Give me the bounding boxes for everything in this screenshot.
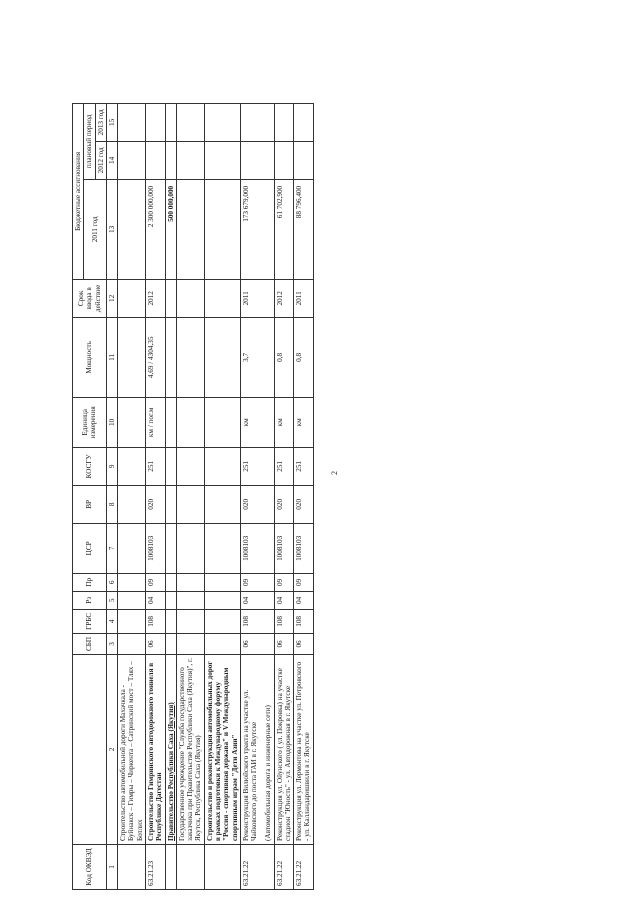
row-title: Строительство и реконструкция автомобильных дорог в рамках подготовки к Международному форуму "Россия - спортивная держава" и V Международным спортивным играм "Дети Азии": [205, 661, 239, 841]
cell-vr: 020: [240, 485, 274, 523]
table-row: [165, 103, 176, 889]
cell-b2013: [176, 103, 204, 141]
column-number: 9: [106, 447, 117, 485]
cell-b2012: [165, 141, 176, 179]
cell-kosgu: 251: [145, 447, 165, 485]
row-title: Строительство Гимринского автодорожного тоннеля в Республике Дагестан: [146, 662, 164, 841]
cell-vr: [165, 485, 176, 523]
row-title: Государственное учреждение "Служба государственного заказчика при Правительстве Республики Саха (Якутия)", г. Якутск, Республика Саха (Якутия): [177, 658, 203, 841]
cell-kosgu: [176, 447, 204, 485]
header-kod: Код ОКВЭД: [73, 845, 107, 890]
row-title: Реконструкция ул. Лермонтова на участке ул. Петровского - ул. Калландаришвили в г. Якутске: [295, 661, 312, 841]
cell-code: 63.21.23: [145, 845, 165, 890]
cell-title: [145, 655, 165, 845]
cell-vr: 020: [274, 485, 294, 523]
cell-csr: [118, 523, 146, 573]
column-number: 8: [106, 485, 117, 523]
row-title: Правительство Республики Саха (Якутия): [166, 702, 175, 841]
cell-grbs: [118, 609, 146, 633]
cell-pr: [204, 573, 240, 591]
cell-grbs: 108: [145, 609, 165, 633]
header-2011: 2011 год: [84, 179, 107, 279]
cell-rz: 04: [240, 591, 274, 609]
cell-unit: [118, 397, 146, 447]
column-number: 4: [106, 609, 117, 633]
table-row: [204, 103, 240, 889]
budget-table: [72, 103, 314, 890]
cell-title: [204, 655, 240, 845]
cell-title: [176, 655, 204, 845]
cell-grbs: 108: [274, 609, 294, 633]
cell-vr: [176, 485, 204, 523]
cell-kosgu: [118, 447, 146, 485]
cell-sbp: [204, 633, 240, 654]
cell-b2013: [145, 103, 165, 141]
column-number: 14: [106, 141, 117, 179]
cell-rz: 04: [294, 591, 314, 609]
header-pr: Пр: [73, 573, 107, 591]
cell-csr: 1008103: [294, 523, 314, 573]
header-plan: плановый период: [84, 103, 95, 179]
row-title: Реконструкция Вилюйского тракта на участке ул. Чайковского до поста ГАИ в г. Якутске: [241, 689, 259, 841]
cell-pr: 09: [145, 573, 165, 591]
cell-term: 2011: [294, 279, 314, 317]
column-number: 6: [106, 573, 117, 591]
column-number: 13: [106, 179, 117, 279]
cell-b2012: [204, 141, 240, 179]
cell-sbp: [118, 633, 146, 654]
cell-power: 0,8: [294, 317, 314, 397]
header-rz: Рз: [73, 591, 107, 609]
cell-rz: [204, 591, 240, 609]
header-vr: ВР: [73, 485, 107, 523]
cell-b2012: [118, 141, 146, 179]
cell-power: 4,69 / 4304,35: [145, 317, 165, 397]
cell-kosgu: [204, 447, 240, 485]
cell-vr: [118, 485, 146, 523]
header-budget: Бюджетные ассигнования: [73, 103, 84, 279]
cell-b2011: 173 679,000: [240, 179, 274, 279]
column-number-row: [106, 103, 117, 889]
cell-grbs: [165, 609, 176, 633]
cell-pr: [118, 573, 146, 591]
cell-unit: [176, 397, 204, 447]
cell-b2011: 2 300 000,000: [145, 179, 165, 279]
row-note: (Автомобильная дорога и инженерные сети): [264, 705, 273, 841]
cell-kosgu: [165, 447, 176, 485]
table-row: [145, 103, 165, 889]
cell-power: [165, 317, 176, 397]
header-name: [73, 655, 107, 845]
cell-pr: 09: [240, 573, 274, 591]
page-number: 2: [330, 471, 339, 475]
cell-b2011: [176, 179, 204, 279]
table-row: [294, 103, 314, 889]
cell-code: [176, 845, 204, 890]
header-sbp: СБП: [73, 633, 107, 654]
cell-b2013: [118, 103, 146, 141]
cell-rz: [165, 591, 176, 609]
cell-term: 2012: [145, 279, 165, 317]
cell-b2011: 61 702,900: [274, 179, 294, 279]
column-number: 3: [106, 633, 117, 654]
cell-b2013: [274, 103, 294, 141]
cell-unit: км: [294, 397, 314, 447]
cell-grbs: 108: [240, 609, 274, 633]
cell-term: [176, 279, 204, 317]
cell-b2012: [240, 141, 274, 179]
cell-power: [176, 317, 204, 397]
row-title: Реконструкция ул. Ойунского ( ул. Покровка) на участке стадион "Юность" - ул. Автодорожная в г. Якутске: [275, 668, 292, 841]
column-number: 10: [106, 397, 117, 447]
cell-title: [240, 655, 274, 845]
column-number: 15: [106, 103, 117, 141]
cell-title: [165, 655, 176, 845]
cell-sbp: [176, 633, 204, 654]
cell-b2013: [294, 103, 314, 141]
column-number: 5: [106, 591, 117, 609]
header-csr: ЦСР: [73, 523, 107, 573]
cell-code: [204, 845, 240, 890]
header-term: Срок ввода в действие: [73, 279, 107, 317]
column-number: 2: [106, 655, 117, 845]
header-unit: Единица измерения: [73, 397, 107, 447]
table-row: [118, 103, 146, 889]
cell-unit: [165, 397, 176, 447]
cell-b2011: [118, 179, 146, 279]
header-power: Мощность: [73, 317, 107, 397]
cell-code: 63.21.22: [240, 845, 274, 890]
cell-power: 0,8: [274, 317, 294, 397]
cell-pr: [165, 573, 176, 591]
cell-csr: [204, 523, 240, 573]
cell-b2011: [204, 179, 240, 279]
cell-sbp: 06: [240, 633, 274, 654]
cell-grbs: 108: [294, 609, 314, 633]
cell-term: [204, 279, 240, 317]
cell-code: 63.21.22: [294, 845, 314, 890]
cell-title: [274, 655, 294, 845]
cell-power: [118, 317, 146, 397]
cell-vr: [204, 485, 240, 523]
cell-sbp: 06: [294, 633, 314, 654]
cell-rz: 04: [145, 591, 165, 609]
cell-term: 2012: [274, 279, 294, 317]
cell-title: [294, 655, 314, 845]
cell-term: [165, 279, 176, 317]
cell-csr: 1008103: [274, 523, 294, 573]
cell-sbp: [165, 633, 176, 654]
header-kosgu: КОСГУ: [73, 447, 107, 485]
cell-kosgu: 251: [240, 447, 274, 485]
cell-grbs: [176, 609, 204, 633]
cell-b2013: [165, 103, 176, 141]
cell-title: [118, 655, 146, 845]
cell-code: [165, 845, 176, 890]
cell-rz: [176, 591, 204, 609]
cell-unit: км: [274, 397, 294, 447]
cell-unit: км / пог.м: [145, 397, 165, 447]
cell-pr: 09: [294, 573, 314, 591]
cell-b2011: 88 796,400: [294, 179, 314, 279]
cell-b2012: [145, 141, 165, 179]
cell-term: [118, 279, 146, 317]
column-number: 12: [106, 279, 117, 317]
cell-csr: [165, 523, 176, 573]
cell-rz: [118, 591, 146, 609]
cell-power: [204, 317, 240, 397]
cell-pr: 09: [274, 573, 294, 591]
cell-b2013: [240, 103, 274, 141]
cell-code: 63.21.22: [274, 845, 294, 890]
table-row: [274, 103, 294, 889]
cell-b2012: [294, 141, 314, 179]
cell-sbp: 06: [145, 633, 165, 654]
cell-term: 2011: [240, 279, 274, 317]
cell-vr: 020: [294, 485, 314, 523]
header-2012: 2012 год: [95, 141, 106, 179]
cell-rz: 04: [274, 591, 294, 609]
cell-grbs: [204, 609, 240, 633]
table-row: [240, 103, 274, 889]
cell-b2013: [204, 103, 240, 141]
cell-csr: 1008103: [145, 523, 165, 573]
row-title: Строительство автомобильной дороги Махачкала - Буйнакск – Гимры – Чиркента – Сатринский мост – Тлях – Ботлих: [119, 661, 144, 841]
header-2013: 2013 год: [95, 103, 106, 141]
cell-pr: [176, 573, 204, 591]
cell-vr: 020: [145, 485, 165, 523]
cell-b2011: 500 000,000: [165, 179, 176, 279]
cell-csr: 1008103: [240, 523, 274, 573]
table-body: [118, 103, 314, 889]
cell-csr: [176, 523, 204, 573]
cell-unit: [204, 397, 240, 447]
cell-power: 3,7: [240, 317, 274, 397]
column-number: 11: [106, 317, 117, 397]
table-row: [176, 103, 204, 889]
cell-code: [118, 845, 146, 890]
cell-sbp: 06: [274, 633, 294, 654]
cell-b2012: [274, 141, 294, 179]
header-grbs: ГРБС: [73, 609, 107, 633]
cell-unit: км: [240, 397, 274, 447]
column-number: 7: [106, 523, 117, 573]
cell-b2012: [176, 141, 204, 179]
cell-kosgu: 251: [274, 447, 294, 485]
column-number: 1: [106, 845, 117, 890]
cell-kosgu: 251: [294, 447, 314, 485]
